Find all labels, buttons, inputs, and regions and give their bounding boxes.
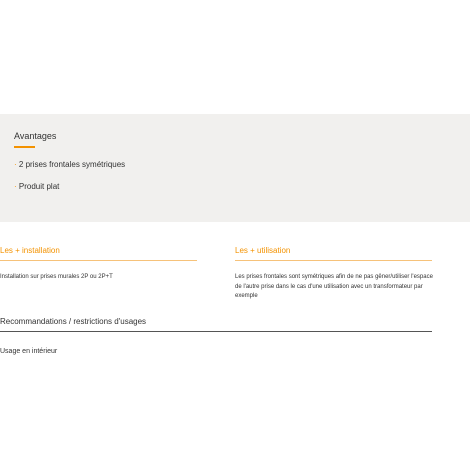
installation-text: Installation sur prises murales 2P ou 2P+T xyxy=(0,274,113,280)
advantage-item xyxy=(14,160,125,169)
advantage-item xyxy=(14,182,59,191)
advantage-item-text: Produit plat xyxy=(18,182,60,191)
installation-heading-rule xyxy=(0,260,197,261)
recommendations-heading: Recommandations / restrictions d'usages xyxy=(0,317,147,326)
utilisation-heading: Les + utilisation xyxy=(235,246,291,255)
recommendations-heading-rule xyxy=(0,331,432,332)
advantage-item-text: 2 prises frontales symétriques xyxy=(18,160,126,169)
advantages-title: Avantages xyxy=(14,131,57,141)
bullet-dot: · xyxy=(14,160,17,169)
installation-heading: Les + installation xyxy=(0,246,60,255)
recommendations-text: Usage en intérieur xyxy=(0,348,58,355)
bullet-dot: · xyxy=(14,182,17,191)
utilisation-text: Les prises frontales sont symétriques afin de ne pas gêner/utiliser l'espace de l'autre prise dans le cas d'une utilisation avec un transformateur par exemple xyxy=(235,274,433,299)
utilisation-heading-rule xyxy=(235,260,432,261)
advantages-title-underline xyxy=(14,146,35,148)
